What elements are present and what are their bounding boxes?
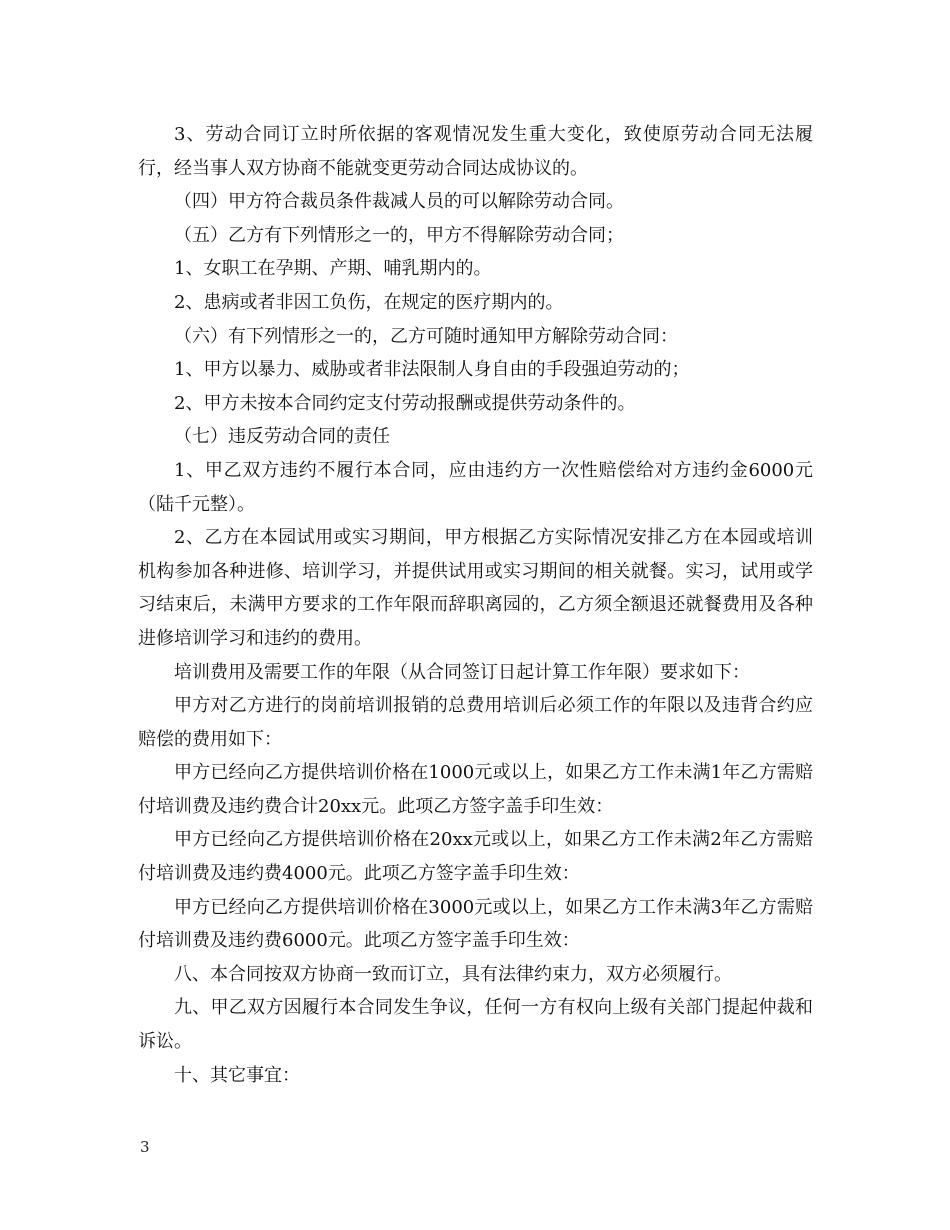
page-number: 3: [140, 1138, 150, 1156]
paragraph-section-6: （六）有下列情形之一的，乙方可随时通知甲方解除劳动合同：: [174, 325, 678, 347]
paragraph-clause-10: 十、其它事宜：: [174, 1064, 300, 1086]
paragraph-clause-8: 八、本合同按双方协商一致而订立，具有法律约束力，双方必须履行。: [174, 963, 732, 985]
paragraph-training-requirements: 培训费用及需要工作的年限（从合同签订日起计算工作年限）要求如下：: [174, 661, 750, 683]
paragraph-training-costs: 甲方对乙方进行的岗前培训报销的总费用培训后必须工作的年限以及违背合约应赔偿的费用如下：: [138, 695, 813, 750]
paragraph-clause-3: 3、劳动合同订立时所依据的客观情况发生重大变化，致使原劳动合同无法履行，经当事人双方协商不能就变更劳动合同达成协议的。: [138, 124, 813, 179]
paragraph-training-tier-3: 甲方已经向乙方提供培训价格在3000元或以上，如果乙方工作未满3年乙方需赔付培训费及违约费6000元。此项乙方签字盖手印生效：: [138, 896, 813, 952]
paragraph-section-5-item-2: 2、患病或者非因工负伤，在规定的医疗期内的。: [174, 291, 564, 313]
paragraph-section-7: （七）违反劳动合同的责任: [174, 426, 390, 448]
paragraph-section-5-item-1: 1、女职工在孕期、产期、哺乳期内的。: [174, 258, 492, 280]
paragraph-section-7-item-1: 1、甲乙双方违约不履行本合同，应由违约方一次性赔偿给对方违约金6000元（陆千元整）。: [138, 459, 813, 515]
paragraph-section-5: （五）乙方有下列情形之一的，甲方不得解除劳动合同；: [174, 224, 624, 246]
document-body: [138, 118, 813, 1092]
paragraph-training-tier-2: 甲方已经向乙方提供培训价格在20xx元或以上，如果乙方工作未满2年乙方需赔付培训费及违约费4000元。此项乙方签字盖手印生效：: [138, 829, 813, 885]
paragraph-clause-9: 九、甲乙双方因履行本合同发生争议，任何一方有权向上级有关部门提起仲裁和诉讼。: [138, 997, 813, 1053]
paragraph-training-tier-1: 甲方已经向乙方提供培训价格在1000元或以上，如果乙方工作未满1年乙方需赔付培训费及违约费合计20xx元。此项乙方签字盖手印生效：: [138, 762, 813, 817]
paragraph-section-6-item-2: 2、甲方未按本合同约定支付劳动报酬或提供劳动条件的。: [174, 392, 636, 414]
paragraph-section-4: （四）甲方符合裁员条件裁减人员的可以解除劳动合同。: [174, 191, 624, 213]
paragraph-section-7-item-2: 2、乙方在本园试用或实习期间，甲方根据乙方实际情况安排乙方在本园或培训机构参加各种进修、培训学习，并提供试用或实习期间的相关就餐。实习，试用或学习结束后，未满甲方要求的工作年限而辞职离园的，乙方须全额退还就餐费用及各种进修培训学习和违约的费用。: [138, 527, 813, 649]
paragraph-section-6-item-1: 1、甲方以暴力、威胁或者非法限制人身自由的手段强迫劳动的；: [174, 359, 690, 381]
